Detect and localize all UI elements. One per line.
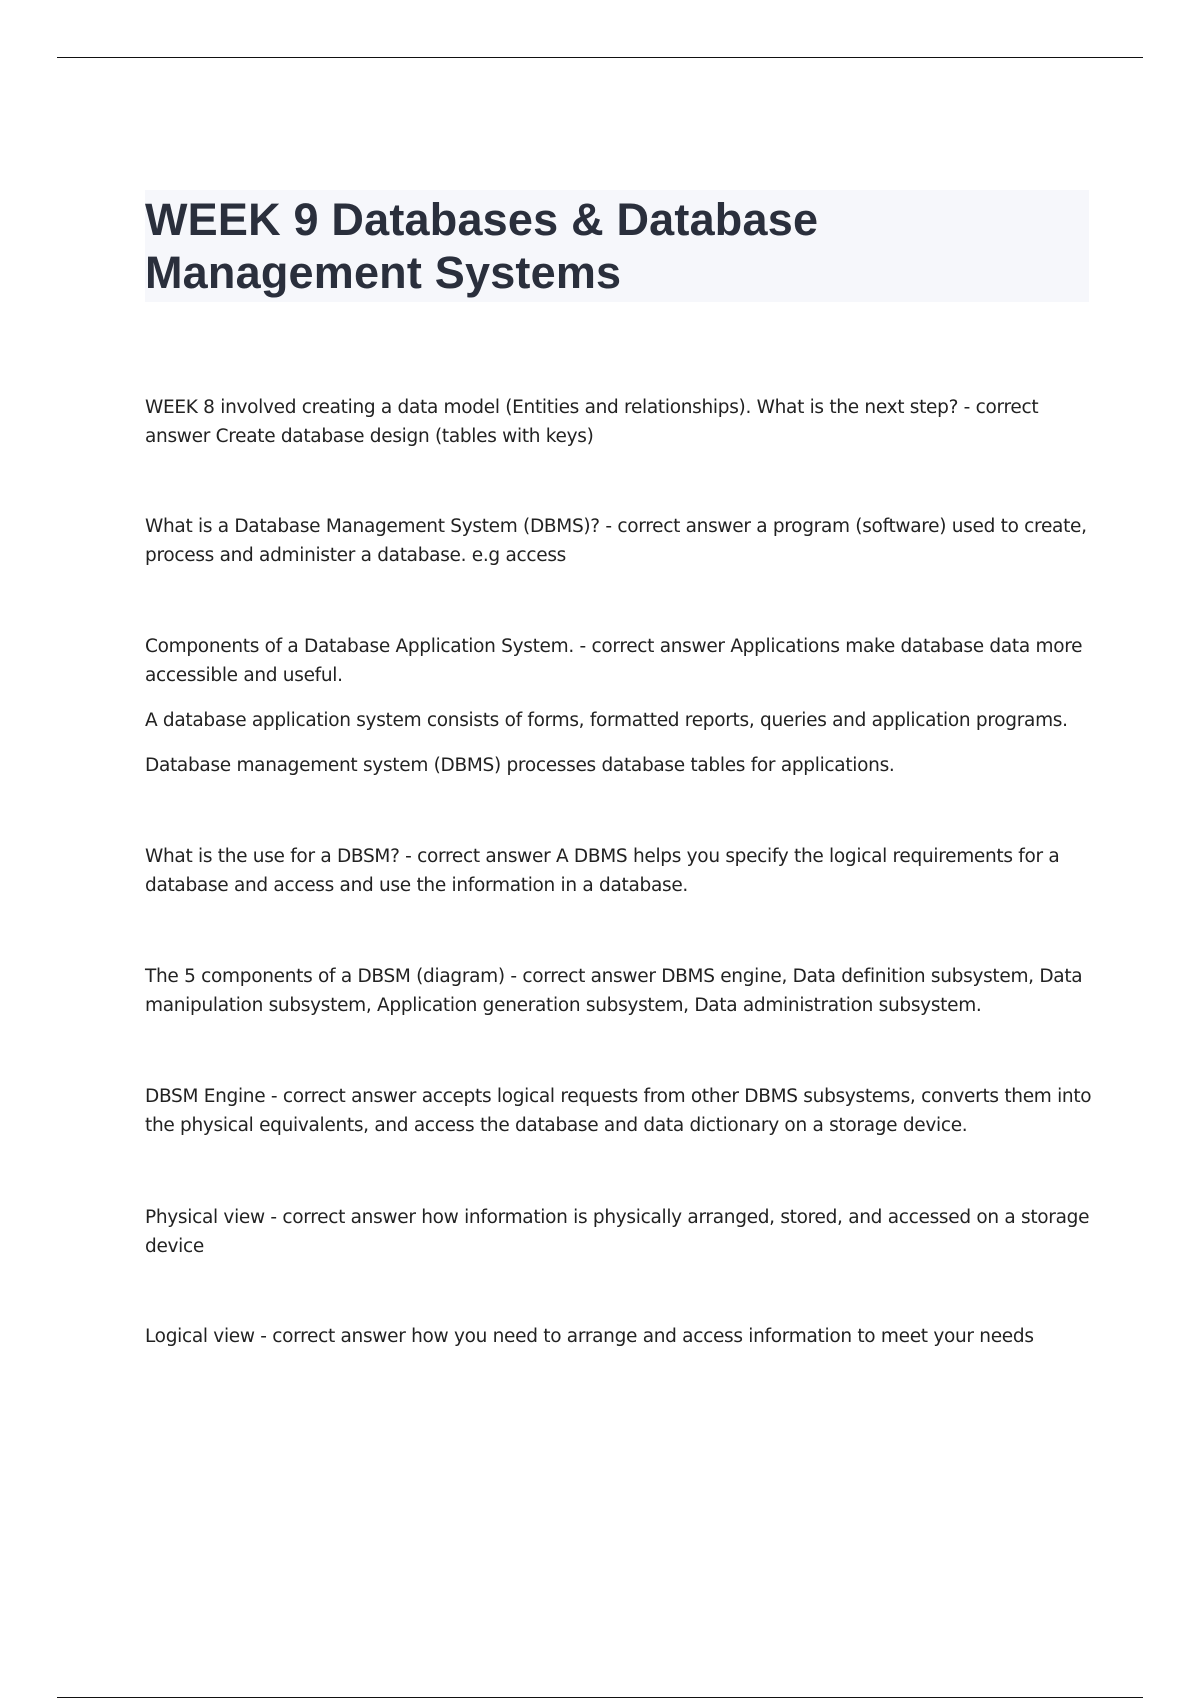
qa-item-five-components [145,962,1095,1020]
bottom-divider [57,1697,1143,1698]
qa-text: A database application system consists of forms, formatted reports, queries and application programs. [145,710,1068,731]
qa-text: Physical view - correct answer how information is physically arranged, stored, and accessed on a storage device [145,1207,1090,1257]
qa-text: What is the use for a DBSM? - correct answer A DBMS helps you specify the logical requirements for a database and access and use the information in a database. [145,846,1060,896]
page-title: WEEK 9 Databases & Database Management Systems [145,194,819,298]
qa-item-application-components [145,632,1095,780]
qa-item-dbms-engine [145,1082,1095,1140]
qa-item-dbms-definition [145,512,1095,570]
qa-text: Components of a Database Application System. - correct answer Applications make database data more accessible and useful. [145,636,1083,686]
qa-text: DBSM Engine - correct answer accepts logical requests from other DBMS subsystems, converts them into the physical equivalents, and access the database and data dictionary on a storage device. [145,1086,1092,1136]
qa-item-dbms-use [145,842,1095,900]
qa-item-physical-view [145,1203,1095,1261]
qa-text: Logical view - correct answer how you need to arrange and access information to meet your needs [145,1326,1034,1347]
qa-text: Database management system (DBMS) processes database tables for applications. [145,755,895,776]
qa-text: WEEK 8 involved creating a data model (Entities and relationships). What is the next step? - correct answer Create database design (tables with keys) [145,397,1039,447]
qa-item-next-step [145,393,1095,451]
qa-item-logical-view [145,1322,1095,1351]
qa-text: What is a Database Management System (DBMS)? - correct answer a program (software) used to create, process and administer a database. e.g access [145,516,1087,566]
top-divider [57,57,1143,58]
title-block [145,190,1089,302]
qa-text: The 5 components of a DBSM (diagram) - correct answer DBMS engine, Data definition subsystem, Data manipulation subsystem, Application generation subsystem, Data administration subsystem. [145,966,1083,1016]
